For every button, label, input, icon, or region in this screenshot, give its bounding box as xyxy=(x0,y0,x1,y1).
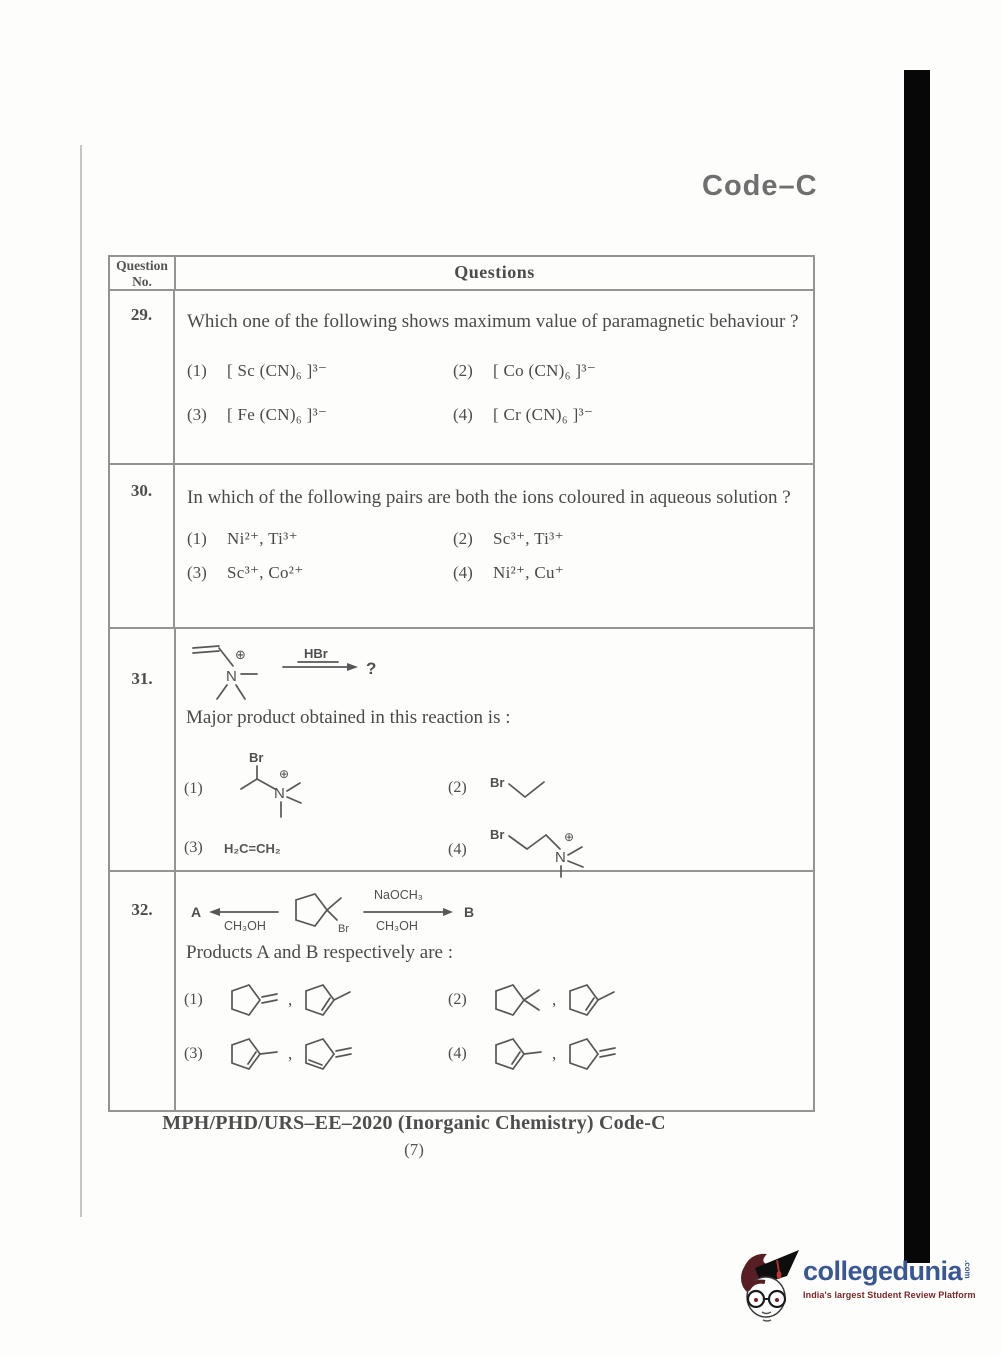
option-label: (3) xyxy=(184,1045,203,1062)
option-30-2 xyxy=(453,529,801,549)
option-text: [ Cr (CN)₆ ]³⁻ xyxy=(493,405,594,424)
page-scan-edge-line xyxy=(80,145,82,1217)
nitrogen-atom: N xyxy=(555,849,566,866)
plus-charge-icon: ⊕ xyxy=(564,830,575,844)
option-label: (1) xyxy=(187,361,207,380)
question-number: 29. xyxy=(110,291,175,463)
bromine-atom: Br xyxy=(490,775,505,790)
nitrogen-atom: N xyxy=(226,668,237,685)
option-31-4 xyxy=(448,821,606,879)
collegedunia-logo xyxy=(735,1244,976,1324)
option-label: (2) xyxy=(448,779,467,796)
footer-page-number: (7) xyxy=(404,1140,424,1159)
option-label: (3) xyxy=(184,839,203,856)
paper-code-label: Code–C xyxy=(702,170,818,202)
option-30-3 xyxy=(187,563,453,583)
option-label: (4) xyxy=(448,841,467,858)
option-32-3 xyxy=(184,1030,356,1078)
header-question-no-line1: Question xyxy=(116,258,168,273)
methylcyclopentene-structure xyxy=(298,976,356,1024)
option-31-2 xyxy=(448,771,573,805)
header-question-no-line2: No. xyxy=(132,273,152,289)
option-31-3 xyxy=(184,839,281,857)
options-grid-29 xyxy=(187,361,801,425)
bromine-atom: Br xyxy=(490,827,505,842)
bromine-atom: Br xyxy=(338,923,349,935)
header-question-no xyxy=(110,257,176,289)
option-29-3 xyxy=(187,405,453,425)
options-grid-30 xyxy=(187,529,801,583)
option-32-2 xyxy=(448,976,620,1024)
right-reagent-label: NaOCH₃ xyxy=(374,888,423,902)
option-31-1 xyxy=(184,747,324,831)
option-30-4 xyxy=(453,563,801,583)
product-b-label: B xyxy=(464,904,475,920)
bromoethane-structure xyxy=(488,771,573,805)
option-label: (1) xyxy=(187,529,207,548)
brand-tagline: India's largest Student Review Platform xyxy=(803,1290,976,1300)
structure-separator: , xyxy=(552,990,557,1009)
question-number: 32. xyxy=(110,872,176,1110)
option-label: (1) xyxy=(184,780,203,797)
reagent-label: HBr xyxy=(304,646,328,661)
option-label: (4) xyxy=(448,1045,467,1062)
brand-name: collegedunia xyxy=(803,1256,963,1286)
brand-suffix: .com xyxy=(963,1260,973,1279)
arrow-head-right xyxy=(443,908,453,916)
option-32-1 xyxy=(184,976,356,1024)
question-body-32 xyxy=(176,872,813,1110)
bromine-atom: Br xyxy=(249,750,264,765)
option-label: (4) xyxy=(453,405,473,424)
question-body-30 xyxy=(175,465,813,627)
option-29-2 xyxy=(453,361,801,381)
structure-separator: , xyxy=(288,990,293,1009)
option-text: Sc³⁺, Co²⁺ xyxy=(227,563,304,582)
methylcyclopentene-structure xyxy=(488,1030,546,1078)
product-a-label: A xyxy=(191,904,202,920)
question-prompt: Major product obtained in this reaction is : xyxy=(186,707,511,728)
plus-charge-icon: ⊕ xyxy=(279,767,290,781)
option-label: (2) xyxy=(453,529,473,548)
question-stem: In which of the following pairs are both the ions coloured in aqueous solution ? xyxy=(187,487,791,508)
collegedunia-mascot-icon xyxy=(735,1244,801,1324)
structure-separator: , xyxy=(552,1044,557,1063)
option-label: (1) xyxy=(184,991,203,1008)
structure-separator: , xyxy=(288,1044,293,1063)
methylenecyclopentene-structure xyxy=(298,1030,356,1078)
option-label: (2) xyxy=(448,991,467,1008)
question-row-30 xyxy=(110,465,813,629)
methylenecyclopentane-structure xyxy=(562,1030,620,1078)
question-row-29 xyxy=(110,291,813,465)
plus-charge-icon: ⊕ xyxy=(235,647,246,662)
option-29-4 xyxy=(453,405,801,425)
option-text: Sc³⁺, Ti³⁺ xyxy=(493,529,564,548)
option-text: [ Co (CN)₆ ]³⁻ xyxy=(493,361,597,380)
arrow-head-left xyxy=(209,908,220,916)
option-29-1 xyxy=(187,361,453,381)
option-text: [ Sc (CN)₆ ]³⁻ xyxy=(227,361,328,380)
option-32-4 xyxy=(448,1030,620,1078)
bromo-trimethylammonium-structure xyxy=(224,747,324,831)
option-label: (3) xyxy=(187,405,207,424)
option-text: Ni²⁺, Ti³⁺ xyxy=(227,529,298,548)
question-body-31 xyxy=(176,629,813,870)
ethylene-formula: H₂C=CH₂ xyxy=(224,840,281,856)
scan-black-bar xyxy=(904,70,930,1263)
collegedunia-text-block xyxy=(803,1258,976,1300)
methylenecyclopentane-structure xyxy=(224,976,282,1024)
option-text: [ Fe (CN)₆ ]³⁻ xyxy=(227,405,328,424)
bromoethyl-trimethylammonium-structure xyxy=(488,821,606,879)
unknown-product-mark: ? xyxy=(366,659,377,678)
option-label: (3) xyxy=(187,563,207,582)
question-number: 30. xyxy=(110,465,175,627)
methylcyclopentene-structure xyxy=(562,976,620,1024)
questions-table xyxy=(108,255,815,1112)
vinyl-trimethylammonium-hbr-scheme xyxy=(186,637,406,707)
option-text: Ni²⁺, Cu⁺ xyxy=(493,563,565,582)
left-solvent-label: CH₃OH xyxy=(224,919,266,933)
table-header-row xyxy=(110,257,813,291)
arrow-head xyxy=(347,663,358,671)
option-30-1 xyxy=(187,529,453,549)
dimethylcyclopentane-structure xyxy=(488,976,546,1024)
option-label: (2) xyxy=(453,361,473,380)
option-label: (4) xyxy=(453,563,473,582)
footer-exam-code: MPH/PHD/URS–EE–2020 (Inorganic Chemistry) Code-C xyxy=(162,1112,666,1134)
nitrogen-atom: N xyxy=(274,785,285,802)
question-body-29 xyxy=(175,291,813,463)
question-prompt: Products A and B respectively are : xyxy=(186,942,453,963)
header-questions: Questions xyxy=(454,262,535,282)
question-row-32 xyxy=(110,872,813,1110)
right-solvent-label: CH₃OH xyxy=(376,919,418,933)
methylcyclopentene-structure xyxy=(224,1030,282,1078)
question-row-31 xyxy=(110,629,813,872)
question-number: 31. xyxy=(110,629,176,870)
question-stem: Which one of the following shows maximum value of paramagnetic behaviour ? xyxy=(187,311,799,332)
